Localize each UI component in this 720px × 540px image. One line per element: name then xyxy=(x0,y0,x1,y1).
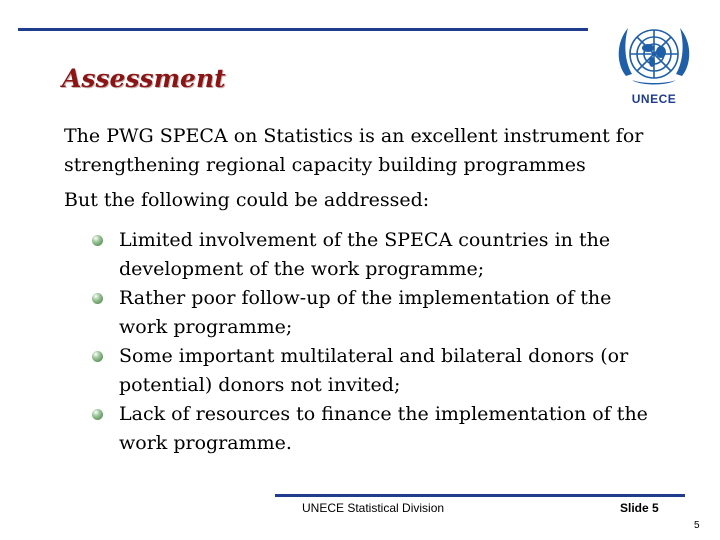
bullet-item xyxy=(92,400,652,458)
intro-paragraph: But the following could be addressed: xyxy=(64,189,430,211)
footer-slide-label: Slide 5 xyxy=(620,501,659,515)
bullet-item xyxy=(92,226,652,284)
intro-text xyxy=(64,122,684,215)
bullet-icon xyxy=(92,293,103,304)
bullet-icon xyxy=(92,351,103,362)
bullet-text: Lack of resources to finance the implementation of the work programme. xyxy=(119,403,648,454)
slide-title: Assessment xyxy=(62,64,226,93)
bullet-text: Some important multilateral and bilateral donors (or potential) donors not invited; xyxy=(119,345,629,396)
bullet-icon xyxy=(92,235,103,246)
bullet-item xyxy=(92,284,652,342)
logo-label: UNECE xyxy=(631,92,677,106)
top-rule xyxy=(18,28,588,31)
bullet-list xyxy=(92,226,652,458)
intro-paragraph: The PWG SPECA on Statistics is an excellent instrument for strengthening regional capacity building programmes xyxy=(64,125,644,176)
bottom-rule xyxy=(275,494,685,497)
bullet-text: Rather poor follow-up of the implementation of the work programme; xyxy=(119,287,612,338)
page-number: 5 xyxy=(694,520,700,531)
bullet-item xyxy=(92,342,652,400)
bullet-text: Limited involvement of the SPECA countries in the development of the work programme; xyxy=(119,229,611,280)
footer-division: UNECE Statistical Division xyxy=(302,501,445,515)
bullet-icon xyxy=(92,409,103,420)
